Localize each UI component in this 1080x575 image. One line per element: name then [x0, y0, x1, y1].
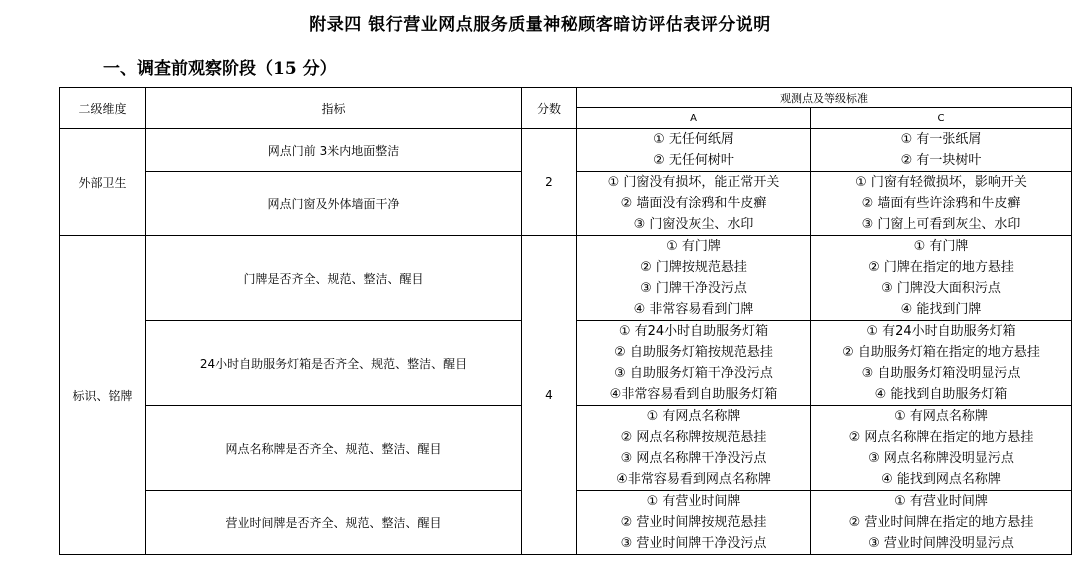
header-dimension: 二级维度	[60, 88, 146, 129]
criteria-c-cell	[811, 406, 1072, 491]
criteria-a-cell	[577, 406, 811, 491]
criteria-line: ③ 门窗没灰尘、水印	[633, 217, 754, 232]
criteria-line: ③ 门牌干净没污点	[640, 281, 747, 296]
indicator-cell: 门牌是否齐全、规范、整洁、醒目	[146, 236, 522, 321]
indicator-cell: 网点门窗及外体墙面干净	[146, 172, 522, 236]
criteria-c-cell	[811, 491, 1072, 555]
indicator-cell: 24小时自助服务灯箱是否齐全、规范、整洁、醒目	[146, 321, 522, 406]
criteria-line: ② 墙面有些许涂鸦和牛皮癣	[861, 196, 1021, 211]
criteria-line: ① 门窗没有损坏，能正常开关	[607, 175, 780, 190]
header-score: 分数	[522, 88, 577, 129]
table-row	[60, 236, 1072, 321]
criteria-line: ① 有24小时自助服务灯箱	[866, 324, 1016, 339]
criteria-line: ② 营业时间牌按规范悬挂	[620, 515, 767, 530]
criteria-line: ③ 网点名称牌没明显污点	[868, 451, 1014, 466]
criteria-line: ② 自助服务灯箱在指定的地方悬挂	[842, 345, 1040, 360]
criteria-line: ③ 门窗上可看到灰尘、水印	[861, 217, 1021, 232]
criteria-line: ③ 营业时间牌干净没污点	[620, 536, 767, 551]
criteria-line: ① 有门牌	[666, 239, 721, 254]
score-cell: 2	[522, 129, 577, 236]
criteria-line: ② 网点名称牌按规范悬挂	[620, 430, 767, 445]
indicator-cell: 营业时间牌是否齐全、规范、整洁、醒目	[146, 491, 522, 555]
criteria-line: ① 门窗有轻微损坏，影响开关	[855, 175, 1027, 190]
criteria-line: ① 有一张纸屑	[900, 132, 982, 147]
criteria-a-cell	[577, 491, 811, 555]
table-row	[60, 129, 1072, 172]
header-grade-c: C	[811, 108, 1072, 129]
indicator-cell: 网点名称牌是否齐全、规范、整洁、醒目	[146, 406, 522, 491]
criteria-a-cell	[577, 236, 811, 321]
criteria-line: ② 有一块树叶	[900, 153, 982, 168]
dimension-cell: 外部卫生	[60, 129, 146, 236]
criteria-line: ③ 自助服务灯箱没明显污点	[861, 366, 1021, 381]
criteria-line: ① 有网点名称牌	[894, 409, 988, 424]
header-grade-a: A	[577, 108, 811, 129]
score-cell: 4	[522, 236, 577, 555]
criteria-line: ② 门牌按规范悬挂	[640, 260, 747, 275]
criteria-c-cell	[811, 236, 1072, 321]
criteria-a-cell	[577, 129, 811, 172]
header-indicator: 指标	[146, 88, 522, 129]
criteria-line: ② 无任何树叶	[653, 153, 734, 168]
criteria-line: ① 有营业时间牌	[646, 494, 741, 509]
criteria-line: ② 自助服务灯箱按规范悬挂	[614, 345, 773, 360]
criteria-line: ④ 非常容易看到门牌	[633, 302, 754, 317]
indicator-cell: 网点门前 3米内地面整洁	[146, 129, 522, 172]
criteria-line: ② 墙面没有涂鸦和牛皮癣	[620, 196, 767, 211]
dimension-cell: 标识、铭牌	[60, 236, 146, 555]
criteria-c-cell	[811, 321, 1072, 406]
section-title: 一、调查前观察阶段（15 分）	[103, 59, 337, 79]
criteria-line: ③ 自助服务灯箱干净没污点	[614, 366, 773, 381]
criteria-line: ① 有24小时自助服务灯箱	[618, 324, 769, 339]
criteria-a-cell	[577, 172, 811, 236]
criteria-line: ② 门牌在指定的地方悬挂	[868, 260, 1014, 275]
criteria-line: ① 无任何纸屑	[653, 132, 734, 147]
criteria-c-cell	[811, 129, 1072, 172]
criteria-line: ④非常容易看到网点名称牌	[616, 472, 771, 487]
criteria-line: ② 网点名称牌在指定的地方悬挂	[848, 430, 1034, 445]
criteria-line: ③ 网点名称牌干净没污点	[620, 451, 767, 466]
criteria-line: ④非常容易看到自助服务灯箱	[609, 387, 778, 402]
criteria-line: ① 有营业时间牌	[894, 494, 988, 509]
document-title: 附录四 银行营业网点服务质量神秘顾客暗访评估表评分说明	[309, 15, 771, 35]
criteria-line: ② 营业时间牌在指定的地方悬挂	[848, 515, 1034, 530]
criteria-a-cell	[577, 321, 811, 406]
criteria-line: ④ 能找到门牌	[900, 302, 982, 317]
criteria-line: ① 有网点名称牌	[646, 409, 741, 424]
criteria-c-cell	[811, 172, 1072, 236]
header-observation: 观测点及等级标准	[577, 88, 1072, 108]
header-row	[60, 88, 1072, 108]
criteria-line: ① 有门牌	[913, 239, 969, 254]
criteria-line: ③ 营业时间牌没明显污点	[868, 536, 1014, 551]
scoring-table	[59, 87, 1072, 555]
criteria-line: ④ 能找到自助服务灯箱	[874, 387, 1008, 402]
criteria-line: ③ 门牌没大面积污点	[881, 281, 1001, 296]
criteria-line: ④ 能找到网点名称牌	[881, 472, 1001, 487]
